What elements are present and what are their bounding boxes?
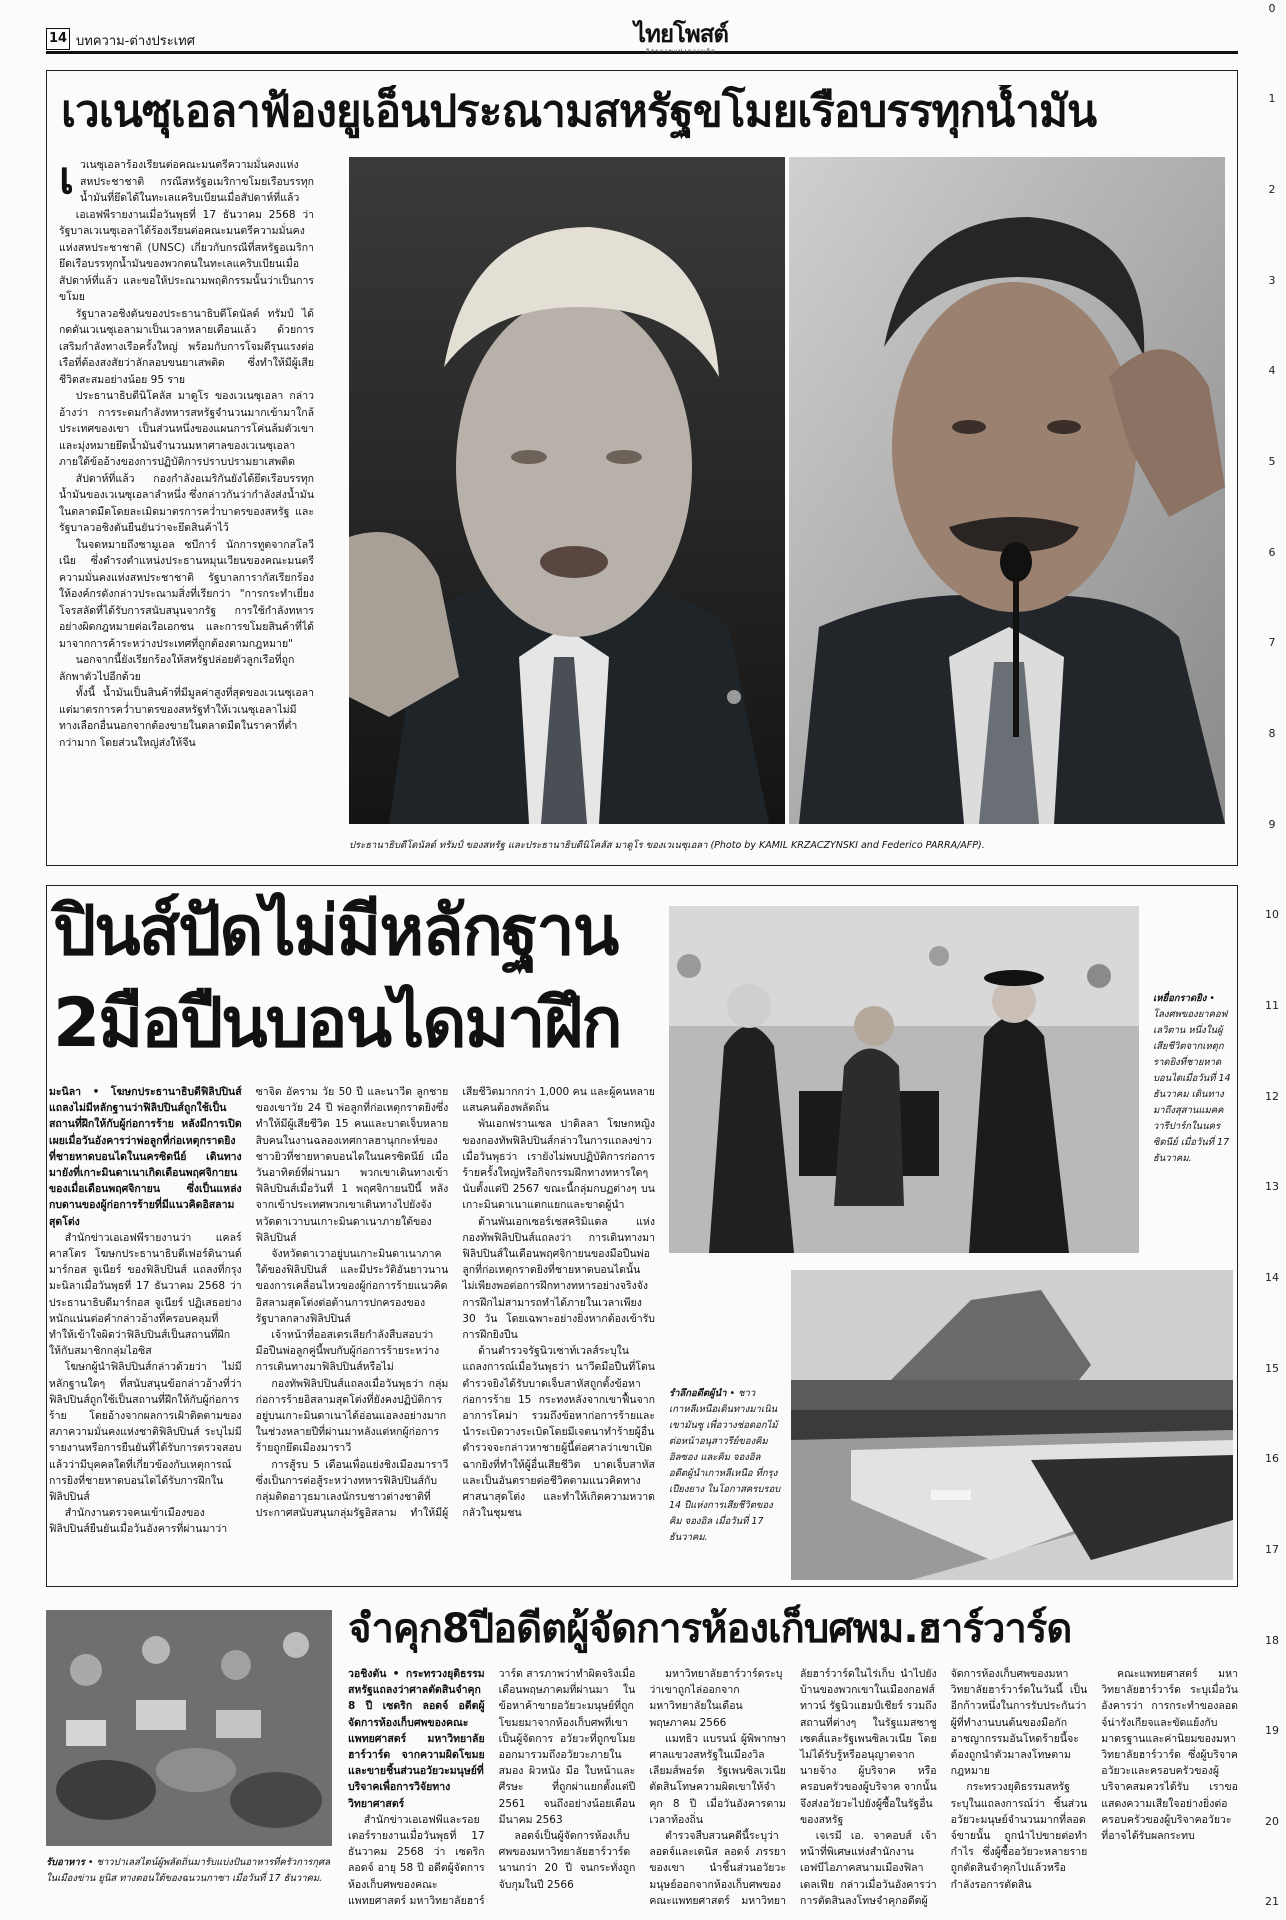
headline-line-2: 2มือปืนบอนไดมาฝึก: [53, 984, 621, 1063]
paragraph: นอกจากนี้ยังเรียกร้องให้สหรัฐปล่อยตัวลูกเรือที่ถูกลักพาตัวไปอีกด้วย: [59, 654, 295, 683]
masthead-logo: [601, 19, 761, 55]
photo-pyongyang-caption: [669, 1386, 781, 1546]
story-harvard-headline: จำคุก8ปีอดีตผู้จัดการห้องเก็บศพม.ฮาร์วาร์ด: [348, 1606, 1072, 1652]
caption-text: • โลงศพของยาคอฟ เลวิตาน หนึ่งในผู้เสียชีวิตจากเหตุกราดยิงที่ชายหาดบอนไดเมื่อวันที่ 14 ธันวาคม เดินทางมาถึงสุสานแมคควารีปาร์กในนครซิดนีย์ เมื่อวันที่ 17 ธันวาคม.: [1153, 993, 1231, 1164]
column-marker: 21: [1265, 1895, 1279, 1908]
column-marker: 16: [1265, 1452, 1279, 1465]
page-number: 14: [46, 28, 70, 50]
paragraph: เจเรมี เอ. จาคอบส์ เจ้าหน้าที่พิเศษแห่งสำนักงานเอฟบีไอภาคสนามเมืองฟิลาเดลเฟีย กล่าวเมื่อวันอังคารว่า การตัดสินลงโทษจำคุกอดีตผู้จัดการห้องเก็บศพของมหาวิทยาลัยฮาร์วาร์ดในวันนี้ เป็นอีกก้าวหนึ่งในการรับประกันว่าผู้ที่ทำงานบนต้นของมือกักอาชญากรรมอันโหดร้ายนี้จะต้องถูกนำตัวมาลงโทษตามกฎหมาย: [799, 1668, 1088, 1907]
paragraph: สำนักงานตรวจคนเข้าเมืองของฟิลิปปินส์ยืนยันเมื่อวันอังคารที่ผ่านมาว่า ซาจิด อัคราม วัย 50 ปี และนาวีด ลูกชายของเขาวัย 24 ปี พ่อลูกที่ก่อเหตุกราดยิงซึ่งทำให้มีผู้เสียชีวิต 15 คนและบาดเจ็บหลายสิบคนในงานฉลองเทศกาลฮานุกกะห์ของชาวยิวที่ชายหาดบอนไดในนครซิดนีย์ เมื่อวันอาทิตย์ที่ผ่านมา พวกเขาเดินทางเข้าฟิลิปปินส์เมื่อวันที่ 1 พฤศจิกายนปีนี้ หลังจากเข้าประเทศพวกเขาเดินทางไปยังจังหวัดดาเวาบนเกาะมินดาเนาภายใต้ของฟิลิปปินส์: [49, 1086, 449, 1536]
story-venezuela-headline: เวเนซุเอลาฟ้องยูเอ็นประณามสหรัฐขโมยเรือบรรทุกน้ำมัน: [61, 86, 1097, 137]
page-header: [46, 19, 1238, 55]
paragraph: รัฐบาลวอชิงตันของประธานาธิบดีโดนัลด์ ทรัมป์ ได้กดดันเวเนซุเอลามาเป็นเวลาหลายเดือนแล้ว ด้วยการเสริมกำลังทางเรือครั้งใหญ่ พร้อมกับการโจมตีรุนแรงต่อเรือที่ต้องสงสัยว่าลักลอบขนยาเสพติด ซึ่งทำให้มีผู้เสียชีวิตสะสมอย่างน้อย 95 ราย: [59, 307, 314, 386]
caption-text: • ชาวปาเลสไตน์ผู้พลัดถิ่นมารับแบ่งปันอาหารที่ครัวการกุศลในเมืองข่าน ยูนิส ทางตอนใต้ของฉนวนกาซา เมื่อวันที่ 17 ธันวาคม.: [46, 1857, 331, 1884]
column-marker: 14: [1265, 1271, 1279, 1284]
column-marker: 7: [1268, 636, 1276, 649]
headline-line-1: ปินส์ปัดไม่มีหลักฐาน: [53, 892, 618, 971]
paragraph: สำนักข่าวเอเอฟพีและรอยเตอร์รายงานเมื่อวันพุธที่ 17 ธันวาคม 2568 ว่า เซดริก ลอดจ์ อายุ 58 ปี อดีตผู้จัดการห้องเก็บศพของคณะแพทยศาสตร์ มหาวิทยาลัยฮาร์วาร์ด สารภาพว่าทำผิดจริงเมื่อเดือนพฤษภาคมที่ผ่านมา ในข้อหาค้าขายอวัยวะมนุษย์ที่ถูกโขมยมาจากห้องเก็บศพที่เขาเป็นผู้จัดการ อวัยวะที่ถูกขโมยออกมารวมถึงอวัยวะภายใน สมอง ผิวหนัง มือ ใบหน้าและศีรษะ ที่ถูกผ่าแยกตั้งแต่ปี 2561 จนถึงอย่างน้อยเดือนมีนาคม 2563: [348, 1668, 636, 1907]
story-philippines: [46, 885, 1238, 1587]
paragraph: เจ้าหน้าที่ออสเตรเลียกำลังสืบสอบว่ามือปืนพ่อลูกคู่นี้พบกับผู้ก่อการร้ายระหว่างการเดินทางมาฟิลิปปินส์หรือไม่: [255, 1329, 440, 1374]
lead-paragraph: วอชิงตัน • กระทรวงยุติธรรมสหรัฐแถลงว่าศาลตัดสินจำคุก 8 ปี เซดริก ลอดจ์ อดีตผู้จัดการห้องเก็บศพของคณะแพทยศาสตร์ มหาวิทยาลัยฮาร์วาร์ด จากความผิดโขมยและขายชิ้นส่วนอวัยวะมนุษย์ที่บริจาคเพื่อการวิจัยทางวิทยาศาสตร์: [348, 1668, 485, 1810]
paragraph: คณะแพทยศาสตร์ มหาวิทยาลัยฮาร์วาร์ด ระบุเมื่อวันอังคารว่า การกระทำของลอดจ์น่ารังเกียจและขัดแย้งกับมาตรฐานและค่านิยมของมหาวิทยาลัยฮาร์วาร์ด ซึ่งผู้บริจาคอวัยวะและครอบครัวของผู้บริจาคสมควรได้รับ เราขอแสดงความเสียใจอย่างยิ่งต่อครอบครัวของผู้บริจาคอวัยวะที่อาจได้รับผลกระทบ: [1101, 1668, 1238, 1843]
column-marker: 10: [1265, 908, 1279, 921]
column-marker: 5: [1268, 455, 1276, 468]
dropcap: เ: [59, 157, 75, 204]
column-markers: [1262, 0, 1286, 1920]
paragraph: ประธานาธิบดีนิโคลัส มาดูโร ของเวเนซุเอลา กล่าวอ้างว่า การระดมกำลังทหารสหรัฐจำนวนมากเข้ามาใกล้ประเทศของเขา เป็นส่วนหนึ่งของแผนการโค่นล้มตัวเขา และมุ่งหมายยึดน้ำมันจำนวนมหาศาลของเวเนซุเอลา ภายใต้ข้ออ้างของการปฏิบัติการปราบปรามยาเสพติด: [59, 390, 314, 468]
paragraph: กระทรวงยุติธรรมสหรัฐระบุในแถลงการณ์ว่า ชิ้นส่วนอวัยวะมนุษย์จำนวนมากที่ลอดจ์ขายนั้น ถูกนำไปขายต่อทำกำไร ซึ่งผู้ซื้ออวัยวะหลายรายถูกตัดสินจำคุกไปแล้วหรือกำลังรอการตัดสิน: [950, 1781, 1088, 1891]
photo-pyongyang-illustration: [791, 1270, 1233, 1580]
column-marker: 0: [1268, 2, 1276, 15]
paragraph: ตำรวจสืบสวนคดีนี้ระบุว่า ลอดจ์และเดนิส ลอดจ์ ภรรยาของเขา นำชิ้นส่วนอวัยวะมนุษย์ออกจากห้องเก็บศพของคณะแพทยศาสตร์ มหาวิทยาลัยฮาร์วาร์ดในไร่เก็บ นำไปยังบ้านของพวกเขาในเมืองกอฟส์ทาวน์ รัฐนิวแฮมป์เชียร์ รวมถึงสถานที่ต่างๆ ในรัฐแมสซาชูเซตส์และรัฐเพนซิลเวเนีย โดยไม่ได้รับรู้หรืออนุญาตจากนายจ้าง ผู้บริจาค หรือครอบครัวของผู้บริจาค จากนั้นจึงส่งอวัยวะไปยังผู้ซื้อในรัฐอื่นของสหรัฐ: [649, 1668, 937, 1907]
photo-funeral-caption: [1153, 991, 1233, 1167]
photo-gaza-food-illustration: [46, 1610, 332, 1846]
column-marker: 4: [1268, 364, 1276, 377]
paragraph: กองทัพฟิลิปปินส์แถลงเมื่อวันพุธว่า กลุ่มก่อการร้ายอิสลามสุดโต่งที่ยังคงปฏิบัติการอยู่บนเกาะมินดาเนาได้อ่อนแอลงอย่างมากในช่วงหลายปีที่ผ่านมาหลังแต่หกผู้ก่อการร้ายถูกยึดเมืองมาราวี: [255, 1377, 449, 1455]
story-philippines-body: [47, 1084, 655, 1584]
column-marker: 8: [1268, 727, 1276, 740]
column-marker: 11: [1265, 999, 1279, 1012]
photo-trump-maduro: [349, 157, 1225, 824]
column-marker: 12: [1265, 1090, 1279, 1103]
photo-funeral-illustration: [669, 906, 1139, 1253]
paragraph: เอเอฟพีรายงานเมื่อวันพุธที่ 17 ธันวาคม 2568 ว่า รัฐบาลเวเนซุเอลาได้ร้องเรียนต่อคณะมนตรีความมั่นคงแห่งสหประชาชาติ (UNSC) เกี่ยวกับกรณีที่สหรัฐอเมริกายึดเรือบรรทุกน้ำมันของพวกตนในทะเลแคริบเบียนเมื่อสัปดาห์ที่แล้ว และขอให้ประณามพฤติกรรมนั้นว่าเป็นการขโมย: [59, 208, 314, 303]
photo-pyongyang: [791, 1270, 1233, 1580]
paragraph: มหาวิทยาลัยฮาร์วาร์ดระบุว่าเขาถูกไล่ออกจากมหาวิทยาลัยในเดือนพฤษภาคม 2566: [649, 1668, 783, 1729]
masthead-tagline: อิสรภาพแห่งความคิด: [645, 48, 717, 55]
masthead-title: ไทยโพสต์: [634, 19, 728, 48]
column-marker: 19: [1265, 1724, 1279, 1737]
caption-label: รับอาหาร: [46, 1857, 85, 1868]
column-marker: 15: [1265, 1362, 1279, 1375]
column-marker: 20: [1265, 1815, 1279, 1828]
lead-paragraph: มะนิลา • โฆษกประธานาธิบดีฟิลิปปินส์แถลงไม่มีหลักฐานว่าฟิลิปปินส์ถูกใช้เป็นสถานที่ฝึกให้กับผู้ก่อการร้าย หลังมีการเปิดเผยเมื่อวันอังคารว่าพ่อลูกที่ก่อเหตุกราดยิงที่ชายหาดบอนไดในนครซิดนีย์ เดินทางมายังที่เกาะมินดาเนาเกิดเดือนพฤศจิกายนของเมื่อเดือนพฤศจิกายน ซึ่งเป็นแหล่งกบดานของผู้ก่อการร้ายที่มีแนวคิดอิสลามสุดโต่ง: [49, 1086, 242, 1228]
photo-gaza-food-caption: [46, 1855, 336, 1887]
column-marker: 17: [1265, 1543, 1279, 1556]
column-marker: 13: [1265, 1180, 1279, 1193]
photo-trump-maduro-caption: ประธานาธิบดีโดนัลด์ ทรัมป์ ของสหรัฐ และประธานาธิบดีนิโคลัส มาดูโร ของเวเนซุเอลา (Photo by KAMIL KRZACZYNSKI and Federico PARRA/AFP).: [349, 840, 985, 851]
column-marker: 18: [1265, 1634, 1279, 1647]
section-label: บทความ-ต่างประเทศ: [76, 34, 195, 49]
paragraph: ด้านตำรวจรัฐนิวเซาท์เวลส์ระบุในแถลงการณ์เมื่อวันพุธว่า นาวีดมือปืนที่โดนตำรวจยิงได้รับบาดเจ็บสาหัสถูกตั้งข้อหาก่อการร้าย 15 กระทงหลังจากเขาฟื้นจากอาการโคม่า รวมถึงข้อหาก่อการร้ายและนำระเบิดวางระเบิดโดยมีเจตนาทำร้ายผู้อื่น ตำรวจจะกล่าวหาชายผู้นี้ต่อศาลว่าเขาเปิดฉากยิงที่ทำให้ผู้อื่นเสียชีวิต บาดเจ็บสาหัส และเป็นอันตรายต่อชีวิตตามแนวคิดทางศาสนาสุดโต่ง และทำให้เกิดความหวาดกลัวในชุมชน: [462, 1345, 655, 1520]
photo-funeral: [669, 906, 1139, 1253]
paragraph: ทั้งนี้ น้ำมันเป็นสินค้าที่มีมูลค่าสูงที่สุดของเวเนซุเอลา แต่มาตรการคว่ำบาตรของสหรัฐทำให้เวเนซุเอลาไม่มีทางเลือกอื่นนอกจากต้องขายในตลาดมืดในราคาที่ต่ำกว่ามาก โดยส่วนใหญ่ส่งให้จีน: [59, 687, 314, 749]
column-marker: 3: [1268, 274, 1276, 287]
paragraph: สัปดาห์ที่แล้ว กองกำลังอเมริกันยังได้ยึดเรือบรรทุกน้ำมันของเวเนซุเอลาลำหนึ่ง ซึ่งกล่าวกันว่ากำลังส่งน้ำมันในตลาดมืดโดยละเมิดมาตรการคว่ำบาตรของสหรัฐ และรัฐบาลวอชิงตันยืนยันว่าจะยึดสินค้าไว้: [59, 472, 314, 534]
paragraph: การสู้รบ 5 เดือนเพื่อแย่งชิงเมืองมาราวีซึ่งเป็นการต่อสู้ระหว่างทหารฟิลิปปินส์กับกลุ่มติดอาวุธมาเลงนักรบชาวต่างชาติที่ประกาศสนับสนุนกลุ่มรัฐอิสลาม ทำให้มีผู้เสียชีวิตมากกว่า 1,000 คน และผู้คนหลายแสนคนต้องพลัดถิ่น: [255, 1086, 655, 1520]
paragraph: จังหวัดดาเวาอยู่บนเกาะมินดาเนาภาคใต้ของฟิลิปปินส์ และมีประวัติอันยาวนานของการเคลื่อนไหวของผู้ก่อการร้ายแนวคิดอิสลามสุดโต่งต่อต้านการปกครองของรัฐบาลกลางฟิลิปปินส์: [255, 1248, 449, 1325]
column-marker: 1: [1268, 92, 1276, 105]
paragraph: โฆษกผู้นำฟิลิปปินส์กล่าวด้วยว่า ไม่มีหลักฐานใดๆ ที่สนับสนุนข้อกล่าวอ้างที่ว่าฟิลิปปินส์ถูกใช้เป็นสถานที่ฝึกให้กับผู้ก่อการร้าย โดยอ้างจากผลการเฝ้าติดตามของสภาความมั่นคงแห่งชาติฟิลิปปินส์ ระบุไม่มีรายงานหรือการยืนยันที่ได้รับการตรวจสอบแล้วว่ามีบุคคลใดที่เกี่ยวข้องกับเหตุการณ์การยิงที่ชายหาดบอนไดได้รับการฝึกในฟิลิปปินส์: [49, 1361, 242, 1504]
paragraph: ในจดหมายถึงซามูเอล ซบีการ์ นักการทูตจากสโลวีเนีย ซึ่งดำรงตำแหน่งประธานหมุนเวียนของคณะมนตรีความมั่นคงแห่งสหประชาชาติ รัฐบาลการากัสเรียกร้องให้องค์กรดังกล่าวประณามสิ่งที่เรียกว่า "การกระทำเยี่ยงโจรสลัดที่ได้รับการสนับสนุนจากรัฐ การใช้กำลังทหารอย่างผิดกฎหมายต่อเรือเอกชน และการขโมยสินค้าที่ได้มาจากการค้าระหว่างประเทศที่ถูกต้องตามกฎหมาย": [59, 538, 314, 650]
caption-label: รำลึกอดีตผู้นำ: [669, 1388, 727, 1399]
caption-text: • ชาวเกาหลีเหนือเดินทางมาเนินเขามันซู เพื่อวางช่อดอกไม้ต่อหน้าอนุสาวรีย์ของคิม อิลซอง และคิม จองอิล อดีตผู้นำเกาหลีเหนือ ที่กรุงเปียงยาง ในโอกาสครบรอบ 14 ปีแห่งการเสียชีวิตของคิม จองอิล เมื่อวันที่ 17 ธันวาคม.: [669, 1388, 781, 1543]
column-marker: 6: [1268, 546, 1276, 559]
paragraph: วเนซุเอลาร้องเรียนต่อคณะมนตรีความมั่นคงแห่งสหประชาชาติ กรณีสหรัฐอเมริกาขโมยเรือบรรทุกน้ำมันที่ยึดได้ในทะเลแคริบเบียนเมื่อสัปดาห์ที่แล้ว: [80, 159, 314, 204]
paragraph: ลอดจ์เป็นผู้จัดการห้องเก็บศพของมหาวิทยาลัยฮาร์วาร์ดนานกว่า 20 ปี จนกระทั่งถูกจับกุมในปี 2566: [498, 1830, 636, 1891]
story-harvard-body: [348, 1666, 1238, 1914]
paragraph: ด้านพันเอกเซอร์เชสคริมิแดล แห่งกองทัพฟิลิปปินส์แถลงว่า การเดินทางมาฟิลิปปินส์ในเดือนพฤศจิกายนของมือปืนพ่อลูกที่ก่อเหตุกราดยิงที่ชายหาดบอนไดนั้น ไม่เพียงพอต่อการฝึกทางทหารอย่างจริงจัง การฝึกไม่สามารถทำได้ภายในเวลาเพียง 30 วัน โดยเฉพาะอย่างยิ่งหากต้องเข้ารับการฝึกยิงปืน: [462, 1215, 655, 1342]
column-marker: 9: [1268, 818, 1276, 831]
paragraph: แมทธิว แบรนน์ ผู้พิพากษาศาลแขวงสหรัฐในเมืองวิลเลียมส์พอร์ต รัฐเพนซิลเวเนีย ตัดสินโทษความผิดเขาให้จำคุก 8 ปี เมื่อวันอังคารตามเวลาท้องถิ่น: [649, 1732, 786, 1826]
story-philippines-headline: [53, 886, 653, 1070]
photo-trump-maduro-illustration: [349, 157, 1225, 824]
column-marker: 2: [1268, 183, 1276, 196]
paragraph: พันเอกฟรานเซล ปาดิลลา โฆษกหญิงของกองทัพฟิลิปปินส์กล่าวในการแถลงข่าวเมื่อวันพุธว่า เรายังไม่พบปฏิบัติการก่อการร้ายครั้งใหญ่หรือกิจกรรมฝึกทางทหารใดๆ นับตั้งแต่ปี 2567 ขณะนี้กลุ่มกบฏต่างๆ บนเกาะมินดาเนาแตกแยกและขาดผู้นำ: [462, 1118, 655, 1212]
caption-label: เหยื่อกราดยิง: [1153, 993, 1207, 1004]
paragraph: สำนักข่าวเอเอฟพีรายงานว่า แคลร์ คาสโตร โฆษกประธานาธิบดีเฟอร์ดินานด์ มาร์กอส จูเนียร์ ของฟิลิปปินส์ แถลงที่กรุงมะนิลาเมื่อวันพุธที่ 17 ธันวาคม 2568 ว่า ประธานาธิบดีมาร์กอส จูเนียร์ ปฏิเสธอย่างหนักแน่นต่อคำกล่าวอ้างที่ครอบคลุมที่ทำให้เข้าใจผิดว่าฟิลิปปินส์เป็นสถานที่ฝึกให้กับสมาชิกกลุ่มไอซิส: [49, 1231, 242, 1358]
story-venezuela: [46, 70, 1238, 866]
photo-gaza-food: [46, 1610, 332, 1846]
story-venezuela-body: [59, 157, 314, 861]
